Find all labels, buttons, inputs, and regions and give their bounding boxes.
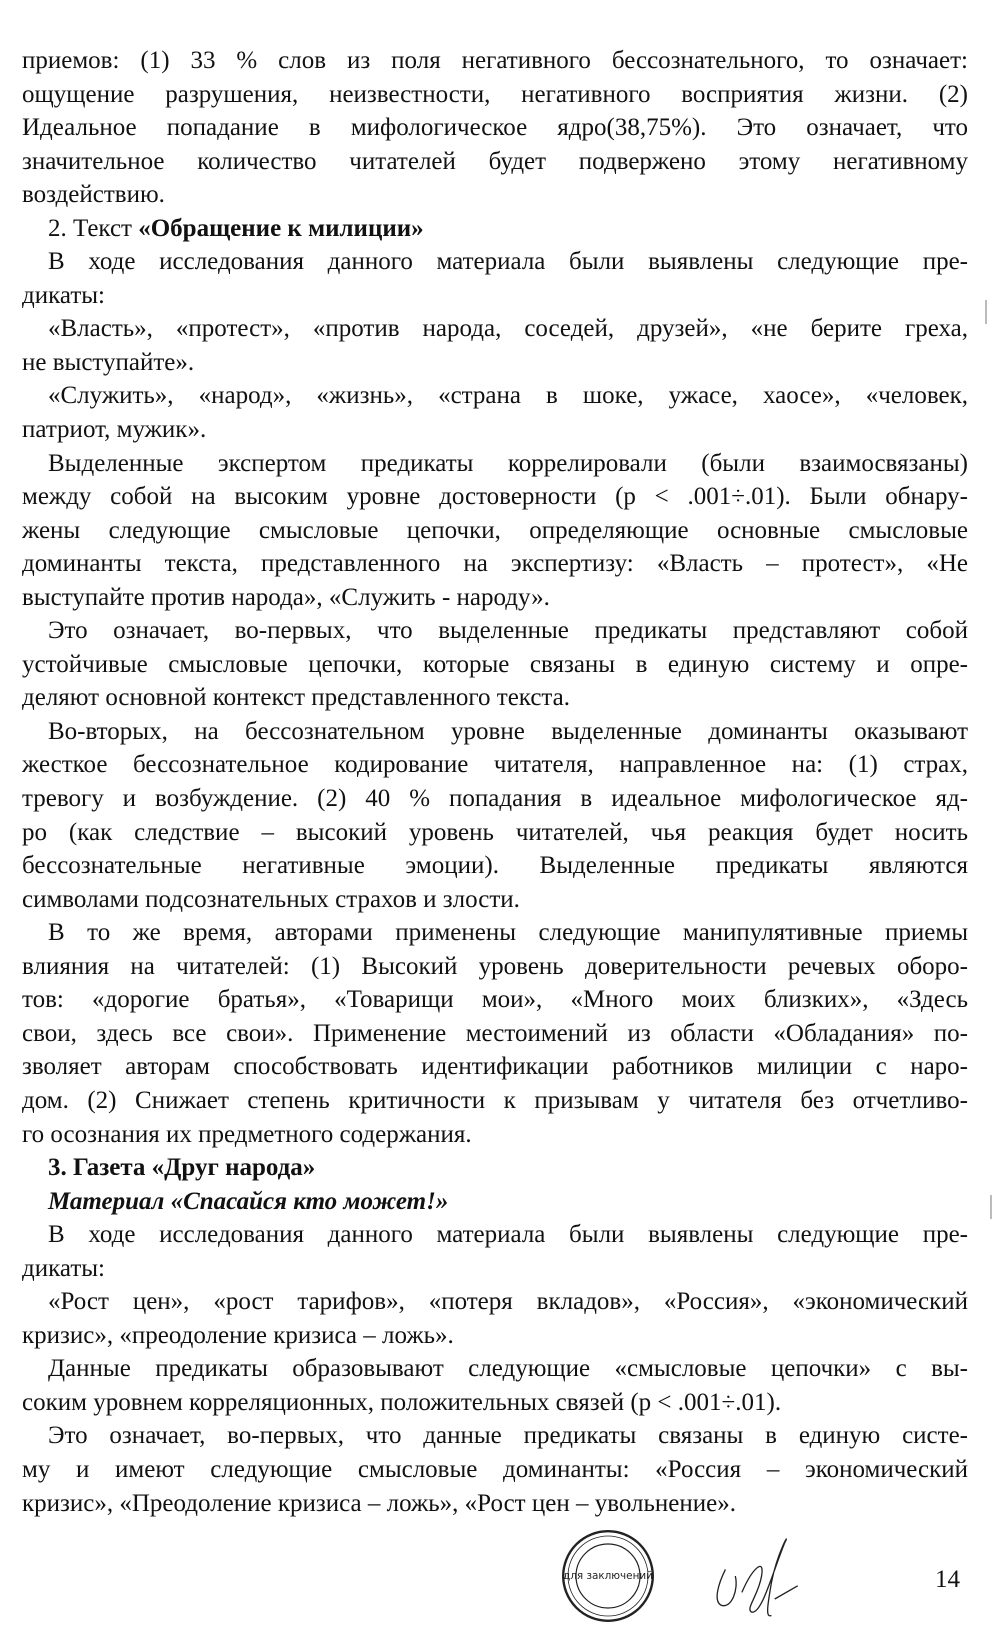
line-text: дикаты:	[22, 281, 105, 309]
signature-icon	[700, 1530, 810, 1622]
line-text: доминанты текста, представленного на экспертизу: «Власть – протест», «Не	[22, 550, 968, 578]
line-text: кризис», «преодоление кризиса – ложь».	[22, 1321, 454, 1349]
line-text: ро (как следствие – высокий уровень читателей, чья реакция будет носить	[22, 818, 968, 846]
text-line	[48, 715, 968, 749]
line-text: не выступайте».	[22, 348, 195, 376]
line-text: дикаты:	[22, 1254, 105, 1282]
text-line	[48, 1218, 968, 1252]
text-line	[22, 816, 968, 850]
stamp-center-text: для заключений	[563, 1570, 653, 1583]
text-line	[22, 78, 968, 112]
text-line	[22, 681, 968, 715]
text-line	[22, 547, 968, 581]
line-text: 2. Текст	[48, 214, 139, 242]
line-text: му и имеют следующие смысловые доминанты: «Россия – экономический	[22, 1455, 968, 1483]
text-line	[22, 145, 968, 179]
text-line	[22, 1017, 968, 1051]
line-text: воздействию.	[22, 181, 165, 209]
line-text: свои, здесь все свои». Применение местоимений из области «Обладания» по-	[22, 1019, 968, 1047]
line-text: устойчивые смысловые цепочки, которые связаны в единую систему и опре-	[22, 650, 968, 678]
text-line	[22, 748, 968, 782]
line-text: влияния на читателей: (1) Высокий уровень доверительности речевых оборо-	[22, 952, 968, 980]
text-line	[22, 1319, 968, 1353]
text-line	[48, 614, 968, 648]
line-text: Идеальное попадание в мифологическое ядро(38,75%). Это означает, что	[22, 114, 968, 142]
subheading: Материал «Спасайся кто может!»	[48, 1187, 449, 1215]
bold-heading: 3. Газета «Друг народа»	[48, 1154, 316, 1182]
line-text: символами подсознательных страхов и злости.	[22, 885, 520, 913]
text-line	[22, 480, 968, 514]
text-line	[48, 1285, 968, 1319]
text-line	[22, 1084, 968, 1118]
text-line	[22, 111, 968, 145]
line-text: тов: «дорогие братья», «Товарищи мои», «Много моих близких», «Здесь	[22, 986, 968, 1014]
scan-artifact	[985, 300, 987, 324]
line-text: Во-вторых, на бессознательном уровне выделенные доминанты оказывают	[48, 717, 968, 745]
line-text: дом. (2) Снижает степень критичности к призывам у читателя без отчетливо-	[22, 1086, 968, 1114]
line-text: го осознания их предметного содержания.	[22, 1120, 472, 1148]
text-line	[22, 883, 968, 917]
line-text: значительное количество читателей будет подвержено этому негативному	[22, 147, 968, 175]
scan-artifact	[990, 1195, 992, 1219]
seal-stamp-icon	[560, 1528, 656, 1624]
text-line	[22, 44, 968, 78]
text-line	[22, 346, 968, 380]
text-line	[22, 1487, 968, 1521]
text-line	[48, 212, 968, 246]
text-line	[48, 312, 968, 346]
line-text: приемов: (1) 33 % слов из поля негативного бессознательного, то означает:	[22, 47, 968, 74]
text-line	[48, 1419, 968, 1453]
text-line	[22, 983, 968, 1017]
text-line	[48, 245, 968, 279]
bold-heading: «Обращение к милиции»	[138, 214, 424, 242]
text-line	[22, 1118, 968, 1152]
text-line	[48, 1185, 968, 1219]
text-line	[22, 279, 968, 313]
line-text: выступайте против народа», «Служить - народу».	[22, 583, 550, 611]
line-text: Данные предикаты образовывают следующие «смысловые цепочки» с вы-	[48, 1355, 968, 1383]
text-line	[22, 950, 968, 984]
text-line	[48, 379, 968, 413]
text-line	[22, 581, 968, 615]
line-text: тревогу и возбуждение. (2) 40 % попадания в идеальное мифологическое яд-	[22, 785, 968, 813]
line-text: Выделенные экспертом предикаты коррелировали (были взаимосвязаны)	[48, 449, 968, 477]
text-line	[22, 1386, 968, 1420]
line-text: патриот, мужик».	[22, 416, 207, 444]
text-line	[22, 1050, 968, 1084]
line-text: «Рост цен», «рост тарифов», «потеря вкладов», «Россия», «экономический	[48, 1288, 968, 1316]
line-text: жесткое бессознательное кодирование читателя, направленное на: (1) страх,	[22, 751, 968, 779]
text-line	[22, 514, 968, 548]
line-text: бессознательные негативные эмоции). Выделенные предикаты являются	[22, 852, 968, 880]
text-line	[22, 413, 968, 447]
line-text: В то же время, авторами применены следующие манипулятивные приемы	[48, 919, 968, 947]
page-number: 14	[935, 1566, 960, 1593]
text-line	[48, 1151, 968, 1185]
line-text: между собой на высоким уровне достоверности (p < .001÷.01). Были обнару-	[22, 483, 968, 511]
line-text: соким уровнем корреляционных, положительных связей (p < .001÷.01).	[22, 1388, 782, 1416]
text-line	[48, 1352, 968, 1386]
line-text: жены следующие смысловые цепочки, определяющие основные смысловые	[22, 516, 968, 544]
text-line	[22, 1453, 968, 1487]
body-text	[0, 44, 1000, 1520]
line-text: зволяет авторам способствовать идентификации работников милиции с наро-	[22, 1053, 968, 1081]
line-text: В ходе исследования данного материала были выявлены следующие пре-	[48, 1221, 968, 1249]
text-line	[48, 916, 968, 950]
line-text: ощущение разрушения, неизвестности, негативного восприятия жизни. (2)	[22, 80, 968, 108]
line-text: Это означает, во-первых, что данные предикаты связаны в единую систе-	[48, 1422, 968, 1450]
line-text: кризис», «Преодоление кризиса – ложь», «Рост цен – увольнение».	[22, 1489, 736, 1517]
text-line	[22, 1252, 968, 1286]
text-line	[22, 849, 968, 883]
line-text: «Служить», «народ», «жизнь», «страна в шоке, ужасе, хаосе», «человек,	[48, 382, 968, 410]
line-text: В ходе исследования данного материала были выявлены следующие пре-	[48, 248, 968, 276]
line-text: Это означает, во-первых, что выделенные предикаты представляют собой	[48, 617, 968, 645]
text-line	[48, 447, 968, 481]
line-text: «Власть», «протест», «против народа, соседей, друзей», «не берите греха,	[48, 315, 968, 343]
line-text: деляют основной контекст представленного текста.	[22, 684, 570, 712]
text-line	[22, 178, 968, 212]
text-line	[22, 782, 968, 816]
text-line	[22, 648, 968, 682]
